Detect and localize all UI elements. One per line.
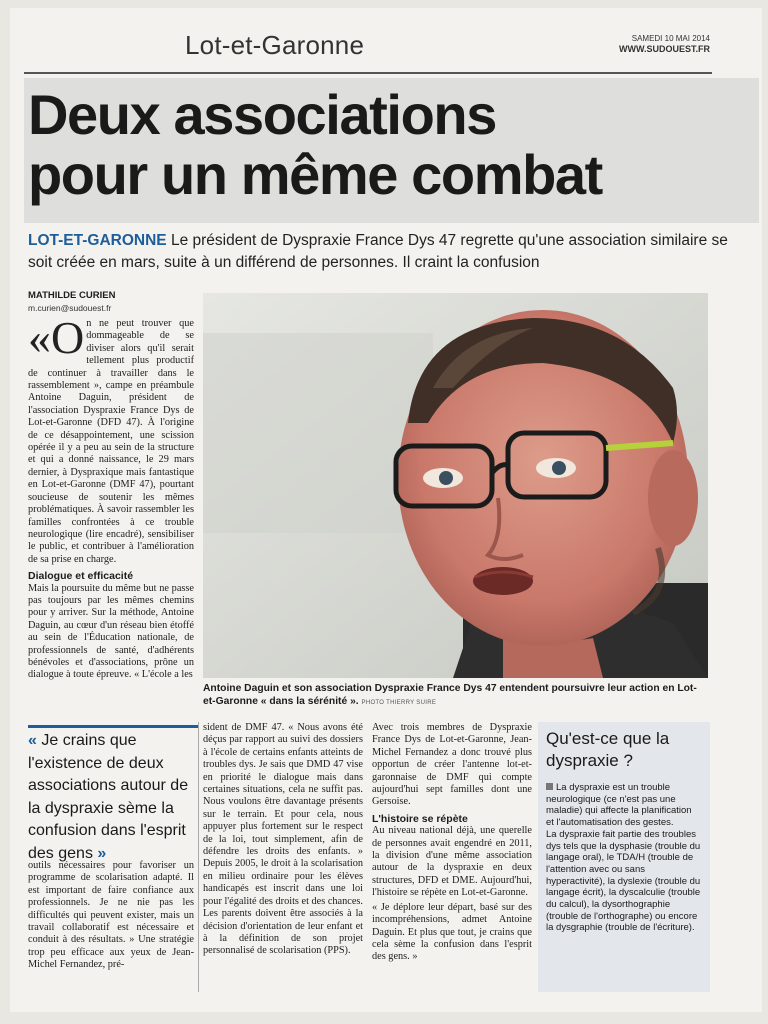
body-column-3 — [372, 722, 532, 964]
deck-kicker: LOT-ET-GARONNE — [28, 232, 167, 249]
subhead-dialogue: Dialogue et efficacité — [28, 570, 134, 583]
pull-quote-rule — [28, 725, 198, 728]
deck-text: Le président de Dyspraxie France Dys 47 regrette qu'une association similaire se soit créée en mars, suite à un différend de personnes. Il craint la confusion — [28, 232, 728, 271]
body-paragraph-1: n ne peut trouver que dommageable de se diviser alors qu'il serait tellement plus productif de continuer à travailler dans le rassemblement », campe en préambule Antoine Daguin, président de l'association Dyspraxie France Dys de Lot-et-Garonne (DFD 47). À l'origine de ce désappointement, une scission opérée il y a peu au sein de la structure et qui a donné naissance, le 29 mars dernier, à Dyspraxique mais fantastique en Lot-et-Garonne (DMF 47), pourtant soucieuse de soutenir les mêmes problématiques. À savoir rassembler les familles confrontées à ce trouble neurologique (lire encadré), sensibiliser le public, et contribuer à l'amélioration de sa prise en charge. — [28, 318, 194, 565]
portrait-photo — [203, 293, 708, 678]
caption-text: Antoine Daguin et son association Dyspraxie France Dys 47 entendent poursuivre leur action en Lot-et-Garonne « dans la sérénité ». — [203, 683, 697, 707]
headline-line-1: Deux associations — [28, 83, 496, 146]
website-link[interactable]: WWW.SUDOUEST.FR — [619, 44, 710, 54]
bullet-square-icon — [546, 783, 553, 790]
body-paragraph-5: Avec trois membres de Dyspraxie France Dys de Lot-et-Garonne, Jean-Michel Fernandez a donc trouvé plus opportun de créer l'antenne lot-et-garonnaise de DMF qui compte aujourd'hui sept familles dont une Gersoise. — [372, 722, 532, 808]
body-paragraph-7: « Je déplore leur départ, basé sur des incompréhensions, admet Antoine Daguin. Et plus que tout, je crains que cela sème la confusion dans l'esprit des gens. » — [372, 901, 532, 963]
issue-date: SAMEDI 10 MAI 2014 — [631, 34, 710, 43]
photo-caption — [203, 682, 708, 710]
drop-cap: «O — [28, 312, 85, 363]
quote-open-mark: « — [28, 732, 37, 749]
subhead-histoire: L'histoire se répète — [372, 812, 468, 825]
section-title: Lot-et-Garonne — [185, 30, 365, 60]
article-deck — [28, 230, 728, 274]
article-headline — [28, 85, 718, 205]
info-box-paragraph-1: La dyspraxie est un trouble neurologique (ce n'est pas une maladie) qui affecte la planification et l'automatisation des gestes. — [546, 782, 692, 829]
photo-credit: PHOTO THIERRY SUIRE — [361, 700, 437, 706]
body-paragraph-2: Mais la poursuite du même but ne passe pas toujours par les mêmes chemins pour y arriver. Sur la méthode, Antoine Daguin, au cœur d'un réseau bien étoffé au sein de l'Éducation nationale, de professionnels de santé, d'adhérents bénévoles et d'associations, prône un dialogue à toute épreuve. « L'école a les — [28, 582, 194, 681]
column-divider — [198, 722, 199, 992]
info-box — [538, 722, 710, 992]
body-paragraph-4: sident de DMF 47. « Nous avons été déçus par rapport au suivi des dossiers à l'école de certains enfants atteints de troubles dys. Je sais que DMD 47 vise en priorité le dialogue mais dans certaines situations, cela ne suffit pas. Nous voulons être davantage présents sur le terrain. Et pour cela, nous appuyer plus fortement sur le respect de la loi, tout simplement, afin de défendre les droits des enfants. » Depuis 2005, le droit à la scolarisation en milieu ordinaire pour les élèves handicapés est inscrit dans une loi pour l'égalité des droits et des chances. Les parents doivent être associés à la décision d'orientation de leur enfant et à la définition de son projet personnalisé de scolarisation (PPS). — [203, 722, 363, 957]
info-box-title: Qu'est-ce que la dyspraxie ? — [546, 729, 670, 770]
body-paragraph-6: Au niveau national déjà, une querelle de personnes avait engendré en 2011, la division d'une même association autour de la dyspraxie en deux structures, DFD et DME. Aujourd'hui, l'histoire se répète en Lot-et-Garonne. — [372, 825, 532, 899]
pull-quote-text: Je crains que l'existence de deux associations autour de la dyspraxie sème la confusion dans l'esprit des gens — [28, 732, 189, 862]
body-column-1 — [28, 312, 194, 682]
info-box-paragraph-2: La dyspraxie fait partie des troubles dys tels que la dysphasie (trouble du langage oral), le TDA/H (trouble de l'attention avec ou sans hyperactivité), la dyslexie (trouble du langage écrit), la dyscalculie (trouble du calcul), la dysorthographie (trouble de l'orthographe) ou encore la dysgraphie (trouble de l'écriture). — [546, 828, 701, 934]
body-paragraph-3: outils nécessaires pour favoriser un programme de scolarisation adapté. Il est important de faire confiance aux professionnels. Je ne nie pas les difficultés qui peuvent exister, mais un travail collaboratif est nécessaire et conduit à des résultats. » Une stratégie trop peu efficace aux yeux de Jean-Michel Fernandez, pré- — [28, 860, 194, 971]
dateline — [619, 33, 710, 55]
body-column-1-continued — [28, 860, 194, 972]
quote-close-mark: » — [97, 844, 107, 862]
headline-line-2: pour un même combat — [28, 143, 602, 206]
author-byline: MATHILDE CURIEN — [28, 290, 116, 301]
portrait-image — [203, 293, 708, 678]
author-email[interactable]: m.curien@sudouest.fr — [28, 303, 112, 313]
info-box-body — [546, 782, 702, 934]
body-column-2 — [203, 722, 363, 958]
pull-quote — [28, 730, 198, 865]
header-rule — [24, 72, 712, 74]
